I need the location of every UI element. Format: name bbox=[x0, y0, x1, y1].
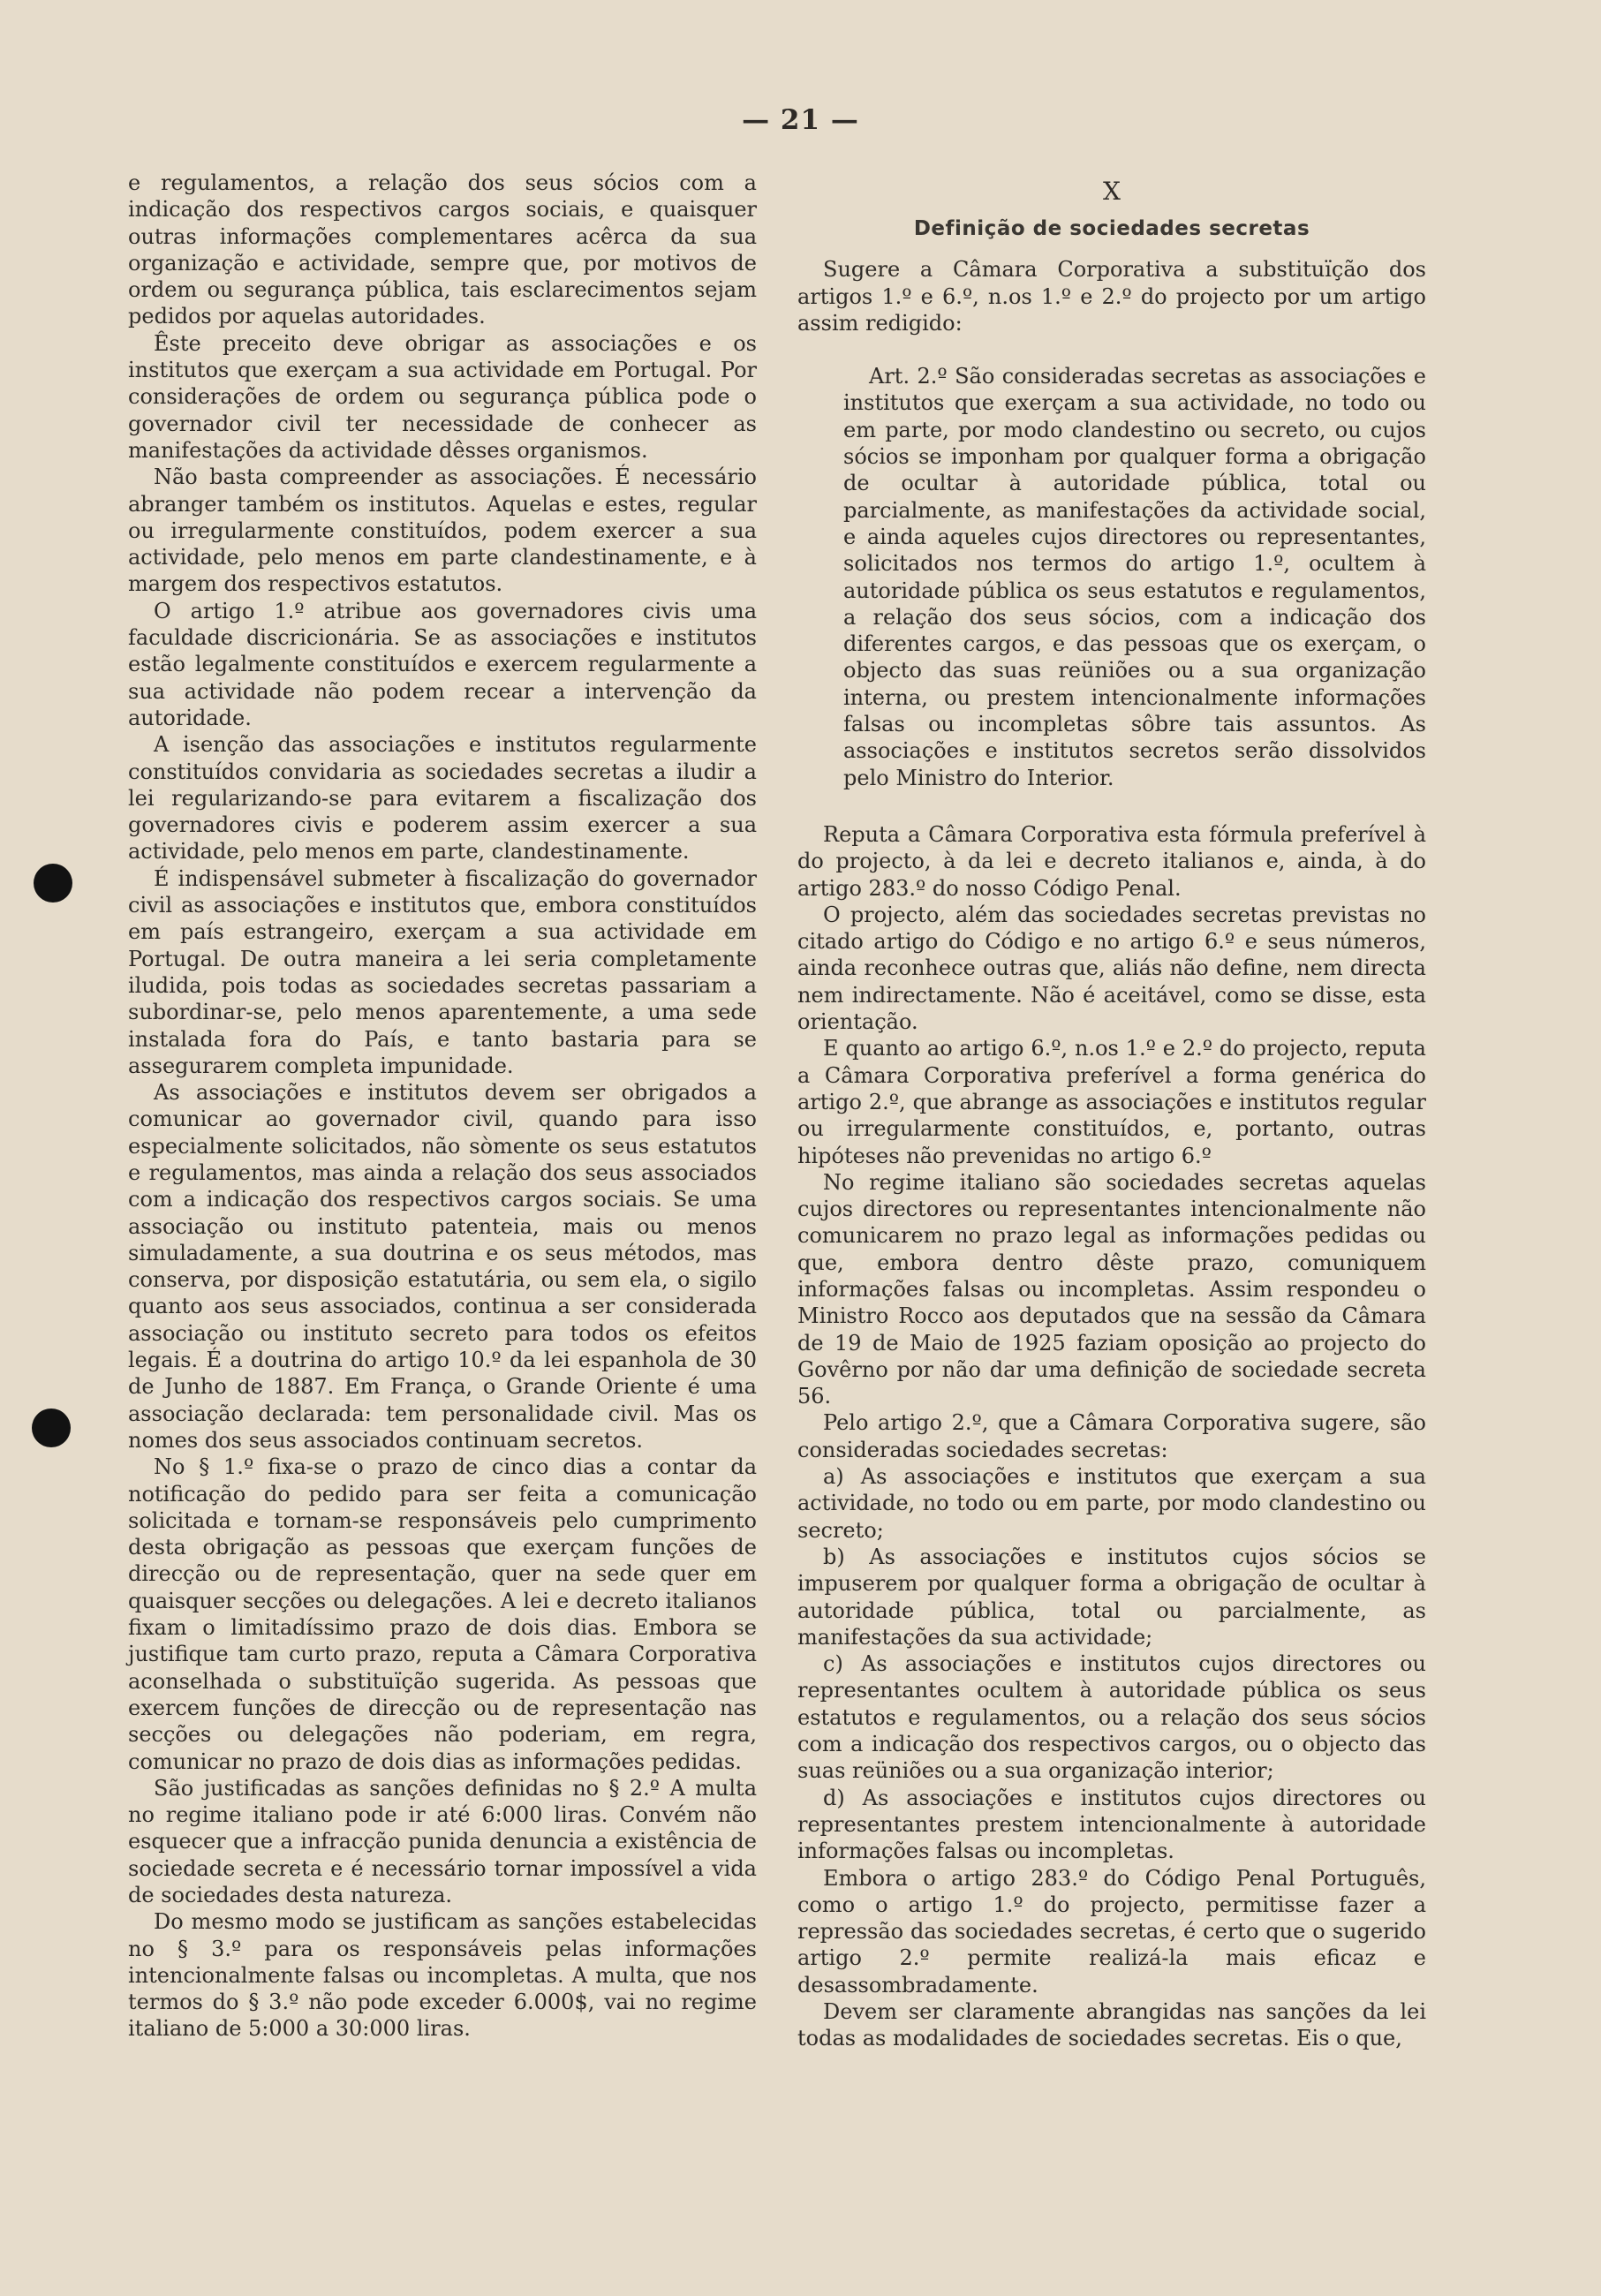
paragraph: As associações e institutos devem ser obrigados a comunicar ao governador civil, quando para isso especialmente solicitados, não sòmente os seus estatutos e regulamentos, mas ainda a relação dos seus associados com a indicação dos respectivos cargos sociais. Se uma associação ou instituto patenteia, mais ou menos simuladamente, a sua doutrina e os seus métodos, mas conserva, por disposição estatutária, ou sem ela, o sigilo quanto aos seus associados, continua a ser considerada associação ou instituto secreto para todos os efeitos legais. É a doutrina do artigo 10.º da lei espanhola de 30 de Junho de 1887. Em França, o Grande Oriente é uma associação declarada: tem personalidade civil. Mas os nomes dos seus associados continuam secretos. bbox=[128, 1080, 757, 1453]
paragraph: O artigo 1.º atribue aos governadores civis uma faculdade discricionária. Se as associações e institutos estão legalmente constituídos e exercem regularmente a sua actividade não podem recear a intervenção da autoridade. bbox=[128, 598, 757, 730]
list-item: d) As associações e institutos cujos directores ou representantes prestem intencionalmente à autoridade informações falsas ou incompletas. bbox=[797, 1785, 1426, 1864]
list-item: a) As associações e institutos que exerçam a sua actividade, no todo ou em parte, por modo clandestino ou secreto; bbox=[797, 1464, 1426, 1543]
paragraph: São justificadas as sanções definidas no § 2.º A multa no regime italiano pode ir até 6:000 liras. Convém não esquecer que a infracção punida denuncia a existência de sociedade secreta e é necessário tornar impossível a vida de sociedades desta natureza. bbox=[128, 1775, 757, 1907]
section-title: Definição de sociedades secretas bbox=[913, 217, 1310, 240]
paragraph: O projecto, além das sociedades secretas previstas no citado artigo do Código e no artigo 6.º e seus números, ainda reconhece outras que, aliás não define, nem directa nem indirectamente. Não é aceitável, como se disse, esta orientação. bbox=[797, 902, 1426, 1035]
paragraph: No regime italiano são sociedades secretas aquelas cujos directores ou representantes intencionalmente não comunicarem no prazo legal as informações pedidas ou que, embora dentro dêste prazo, comuniquem informações falsas ou incompletas. Assim respondeu o Ministro Rocco aos deputados que na sessão da Câmara de 19 de Maio de 1925 faziam oposição ao projecto do Govêrno por não dar uma definição de sociedade secreta 56. bbox=[797, 1169, 1426, 1409]
paragraph: É indispensável submeter à fiscalização do governador civil as associações e institutos que, embora constituídos em país estrangeiro, exerçam a sua actividade em Portugal. De outra maneira a lei seria completamente iludida, pois todas as sociedades secretas passariam a subordinar-se, pelo menos aparentemente, a uma sede instalada fora do País, e tanto bastaria para se assegurarem completa impunidade. bbox=[128, 865, 757, 1078]
paragraph: A isenção das associações e institutos regularmente constituídos convidaria as sociedades secretas a iludir a lei regularizando-se para evitarem a fiscalização dos governadores civis e poderem assim exercer a sua actividade, pelo menos em parte, clandestinamente. bbox=[128, 732, 757, 865]
paragraph: Reputa a Câmara Corporativa esta fórmula preferível à do projecto, à da lei e decreto italianos e, ainda, à do artigo 283.º do nosso Código Penal. bbox=[797, 821, 1426, 901]
paragraph: Do mesmo modo se justificam as sanções estabelecidas no § 3.º para os responsáveis pelas informações intencionalmente falsas ou incompletas. A multa, que nos termos do § 3.º não pode exceder 6.000$, vai no regime italiano de 5:000 a 30:000 liras. bbox=[128, 1909, 757, 2042]
paragraph: Êste preceito deve obrigar as associações e os institutos que exerçam a sua actividade em Portugal. Por considerações de ordem ou segurança pública pode o governador civil ter necessidade de conhecer as manifestações da actividade dêsses organismos. bbox=[128, 330, 757, 463]
quoted-article bbox=[843, 363, 1426, 791]
paragraph: E quanto ao artigo 6.º, n.os 1.º e 2.º do projecto, reputa a Câmara Corporativa preferível a forma genérica do artigo 2.º, que abrange as associações e institutos regular ou irregularmente constituídos, e, portanto, outras hipóteses não prevenidas no artigo 6.º bbox=[797, 1036, 1426, 1168]
paragraph: Embora o artigo 283.º do Código Penal Português, como o artigo 1.º do projecto, permitisse fazer a repressão das sociedades secretas, é certo que o sugerido artigo 2.º permite realizá-la mais eficaz e desassombradamente. bbox=[797, 1865, 1426, 1998]
paragraph: Devem ser claramente abrangidas nas sanções da lei todas as modalidades de sociedades secretas. Eis o que, bbox=[797, 1999, 1426, 2051]
punch-hole bbox=[34, 864, 72, 903]
section-numeral: X bbox=[1103, 177, 1121, 206]
quoted-article-text: Art. 2.º São consideradas secretas as associações e institutos que exerçam a sua actividade, no todo ou em parte, por modo clandestino ou secreto, ou cujos sócios se imponham por qualquer forma a obrigação de ocultar à autoridade pública, total ou parcialmente, as manifestações da actividade social, e ainda aqueles cujos directores ou representantes, solicitados nos termos do artigo 1.º, ocultem à autoridade pública os seus estatutos e regulamentos, a relação dos seus sócios, com a indicação dos diferentes cargos, e das pessoas que os exerçam, o objecto das suas reüniões ou a sua organização interna, ou prestem intencionalmente informações falsas ou incompletas sôbre tais assuntos. As associações e institutos secretos serão dissolvidos pelo Ministro do Interior. bbox=[843, 364, 1426, 790]
list-item: b) As associações e institutos cujos sócios se impuserem por qualquer forma a obrigação de ocultar à autoridade pública, total ou parcialmente, as manifestações da sua actividade; bbox=[797, 1544, 1426, 1650]
list-item: c) As associações e institutos cujos directores ou representantes ocultem à autoridade pública os seus estatutos e regulamentos, ou a relação dos seus sócios com a indicação dos respectivos cargos, ou o objecto das suas reüniões ou a sua organização interior; bbox=[797, 1651, 1426, 1784]
paragraph: No § 1.º fixa-se o prazo de cinco dias a contar da notificação do pedido para ser feita a comunicação solicitada e tornam-se responsáveis pelo cumprimento desta obrigação as pessoas que exerçam funções de direcção ou de representação, quer na sede quer em quaisquer secções ou delegações. A lei e decreto italianos fixam o limitadíssimo prazo de dois dias. Embora se justifique tam curto prazo, reputa a Câmara Corporativa aconselhada o substituïção sugerida. As pessoas que exercem funções de direcção ou de representação nas secções ou delegações não poderiam, em regra, comunicar no prazo de dois dias as informações pedidas. bbox=[128, 1454, 757, 1774]
paragraph: Pelo artigo 2.º, que a Câmara Corporativa sugere, são consideradas sociedades secretas: bbox=[797, 1410, 1426, 1462]
paragraph: Não basta compreender as associações. É necessário abranger também os institutos. Aquelas e estes, regular ou irregularmente constituídos, podem exercer a sua actividade, pelo menos em parte clandestinamente, e à margem dos respectivos estatutos. bbox=[128, 464, 757, 597]
right-column bbox=[797, 170, 1426, 2052]
punch-hole bbox=[32, 1409, 71, 1447]
left-column bbox=[128, 170, 757, 2043]
intro-paragraph: Sugere a Câmara Corporativa a substituïção dos artigos 1.º e 6.º, n.os 1.º e 2.º do projecto por um artigo assim redigido: bbox=[797, 257, 1426, 336]
paragraph: e regulamentos, a relação dos seus sócios com a indicação dos respectivos cargos sociais, e quaisquer outras informações complementares acêrca da sua organização e actividade, sempre que, por motivos de ordem ou segurança pública, tais esclarecimentos sejam pedidos por aquelas autoridades. bbox=[128, 170, 757, 329]
page-number: — 21 — bbox=[742, 104, 859, 136]
